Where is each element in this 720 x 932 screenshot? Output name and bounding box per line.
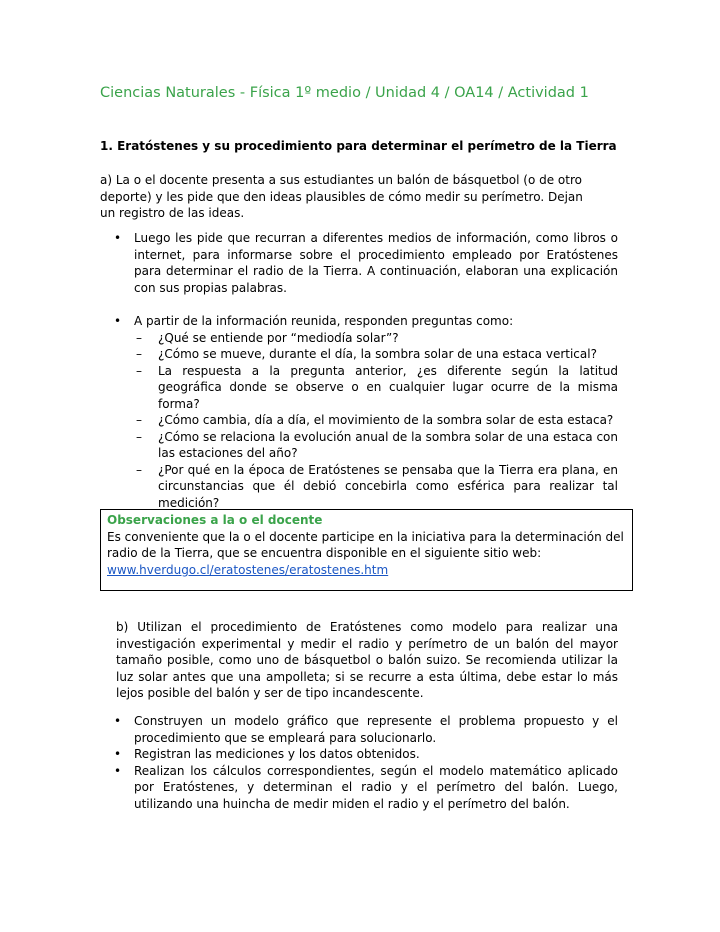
part-a-intro: a) La o el docente presenta a sus estudiantes un balón de básquetbol (o de otro deporte) y les pide que den ideas plausibles de cómo medir su perímetro. Dejan un registro de las ideas.: [100, 173, 583, 220]
section-title: 1. Eratóstenes y su procedimiento para determinar el perímetro de la Tierra: [100, 139, 617, 153]
question-item: – La respuesta a la pregunta anterior, ¿es diferente según la latitud geográfica donde se observe o en cualquier lugar ocurre de la misma forma?: [134, 363, 618, 413]
part-b-intro: b) Utilizan el procedimiento de Eratóstenes como modelo para realizar una investigación experimental y medir el radio y perímetro de un balón del mayor tamaño posible, como uno de básquetbol o balón suizo. Se recomienda utilizar la luz solar antes que una ampolleta; si se recurre a esta última, debe estar lo más lejos posible del balón y ser de tipo incandescente.: [116, 620, 618, 700]
eratostenes-link[interactable]: www.hverdugo.cl/eratostenes/eratostenes.htm: [107, 562, 389, 577]
part-a-bullet-list: [100, 230, 618, 296]
teacher-observations-box: [100, 509, 633, 591]
list-item: • Registran las mediciones y los datos obtenidos.: [100, 746, 618, 763]
list-item: [100, 230, 618, 296]
list-item: [100, 313, 618, 511]
observations-text: Es conveniente que la o el docente participe en la iniciativa para la determinación del radio de la Tierra, que se encuentra disponible en el siguiente sitio web:: [107, 529, 624, 560]
page-header-breadcrumb: Ciencias Naturales - Física 1º medio / Unidad 4 / OA14 / Actividad 1: [100, 85, 589, 101]
question-item: – ¿Cómo se mueve, durante el día, la sombra solar de una estaca vertical?: [134, 346, 618, 363]
part-b-bullet-list: [100, 713, 618, 812]
list-item: • Construyen un modelo gráfico que represente el problema propuesto y el procedimiento que se empleará para solucionarlo.: [100, 713, 618, 746]
list-item: • Realizan los cálculos correspondientes, según el modelo matemático aplicado por Eratóstenes, y determinan el radio y el perímetro del balón. Luego, utilizando una huincha de medir miden el radio y el perímetro del balón.: [100, 763, 618, 813]
observations-title: Observaciones a la o el docente: [107, 513, 323, 527]
question-item: – ¿Qué se entiende por “mediodía solar”?: [134, 330, 618, 347]
question-item: – ¿Cómo cambia, día a día, el movimiento de la sombra solar de esta estaca?: [134, 412, 618, 429]
question-item: – ¿Por qué en la época de Eratóstenes se pensaba que la Tierra era plana, en circunstancias que él debió concebirla como esférica para realizar tal medición?: [134, 462, 618, 512]
bullet-text: A partir de la información reunida, responden preguntas como:: [134, 314, 514, 328]
bullet-text: Luego les pide que recurran a diferentes medios de información, como libros o internet, para informarse sobre el procedimiento empleado por Eratóstenes para determinar el radio de la Tierra. A continuación, elaboran una explicación con sus propias palabras.: [134, 231, 618, 295]
part-a-questions-block: [100, 313, 618, 511]
questions-list: [134, 330, 618, 512]
question-item: – ¿Cómo se relaciona la evolución anual de la sombra solar de una estaca con las estaciones del año?: [134, 429, 618, 462]
